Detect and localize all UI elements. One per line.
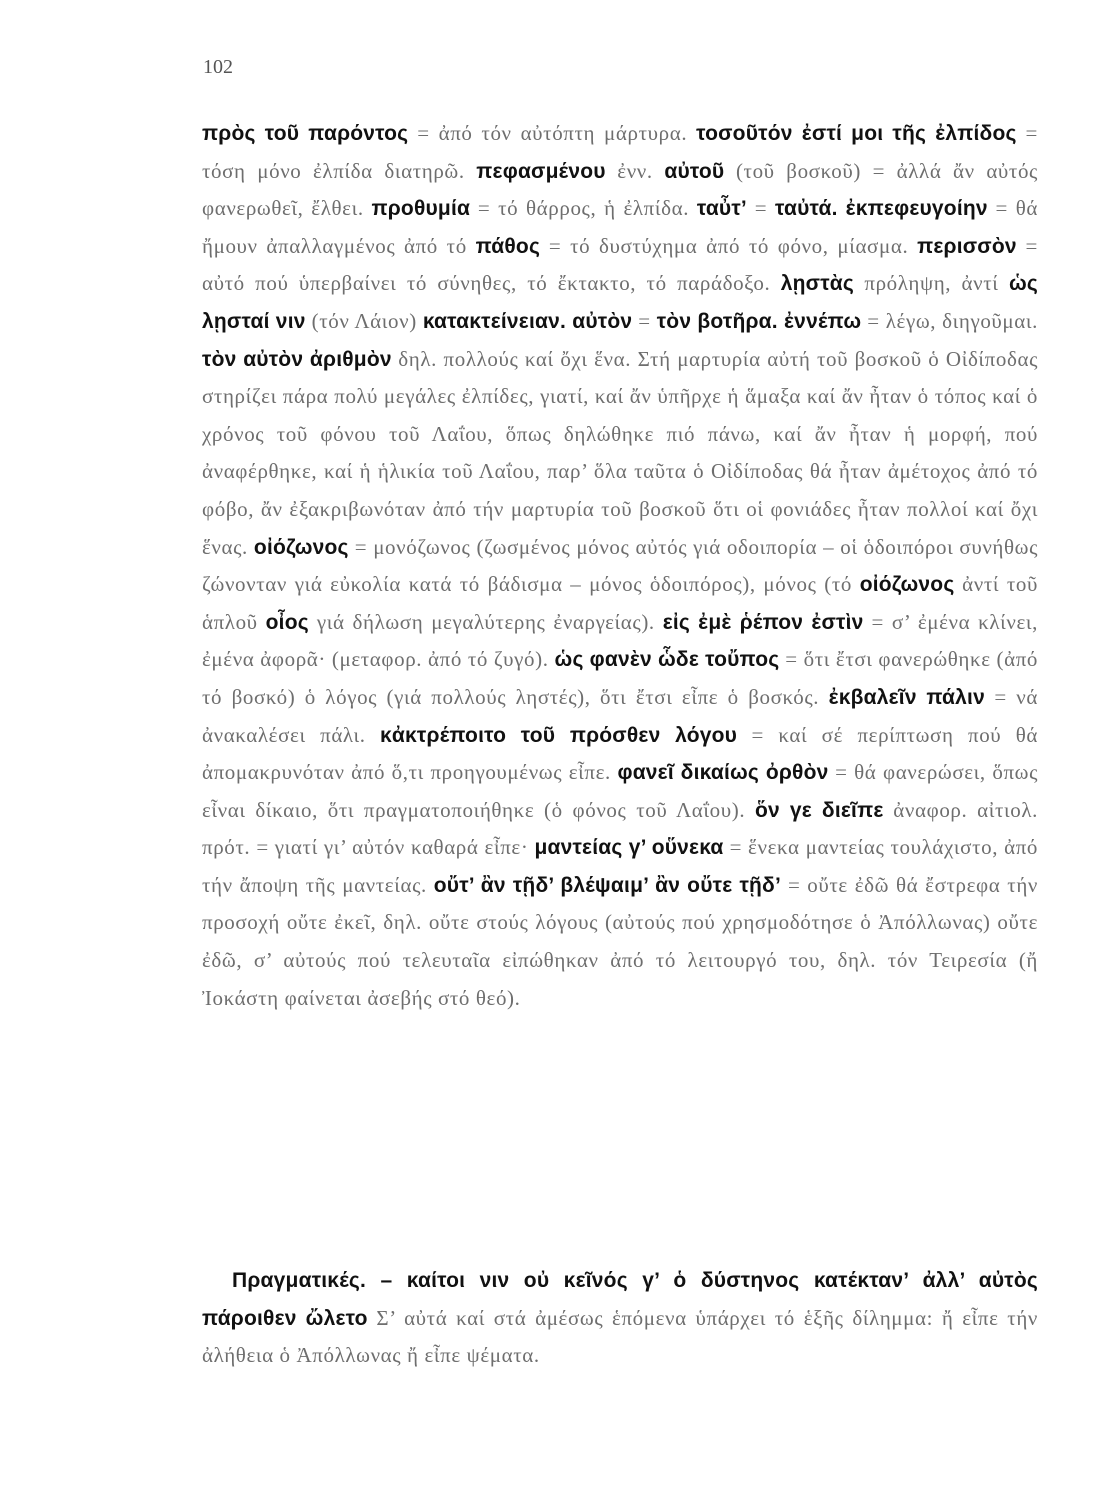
- gloss: = καί σέ περίπτωση πού θά ἀπομακρυνόταν ἀπό ὅ,τι προηγουμένως εἶπε.: [202, 722, 1038, 785]
- gloss: =: [746, 196, 775, 221]
- gloss: = οὔτε ἐδῶ θά ἔστρεφα τήν προσοχή οὔτε ἐκεῖ, δηλ. οὔτε στούς λόγους (αὐτούς πού χρησμοδότησε ὁ Ἀπόλλωνας) οὔτε ἐδῶ, σ’ αὐτούς πού τελευταῖα εἰπώθηκαν ἀπό τό λειτουργό του, δηλ. τόν Τειρεσία (ἤ Ἰοκάστη φαίνεται ἀσεβής στό θεό).: [202, 872, 1038, 1010]
- lemma: εἰς ἐμὲ ῥέπον ἐστὶν: [662, 610, 864, 634]
- gloss: ἀντί τοῦ ἁπλοῦ: [202, 572, 1039, 634]
- gloss: = ὅτι ἔτσι φανερώθηκε (ἀπό τό βοσκό) ὁ λόγος (γιά πολλούς ληστές), ὅτι ἔτσι εἶπε ὁ βοσκός.: [202, 647, 1039, 709]
- gloss: πρόληψη, ἀντί: [854, 271, 1009, 296]
- gloss: γιά δήλωση μεγαλύτερης ἐναργείας).: [308, 609, 663, 634]
- gloss: δηλ. πολλούς καί ὄχι ἕνα. Στή μαρτυρία αὐτή τοῦ βοσκοῦ ὁ Οἰδίποδας στηρίζει πάρα πολύ μεγάλες ἐλπίδες, γιατί, καί ἄν ὑπῆρχε ἡ ἅμαξα καί ἄν ἦταν ὁ τόπος καί ὁ χρόνος τοῦ φόνου τοῦ Λαΐου, ὅπως δηλώθηκε πιό πάνω, καί ἄν ἦταν ἡ μορφή, πού ἀναφέρθηκε, καί ἡ ἡλικία τοῦ Λαΐου, παρ’ ὅλα ταῦτα ὁ Οἰδίποδας θά ἦταν ἀμέτοχος ἀπό τό φόβο, ἄν ἐξακριβωνόταν ἀπό τήν μαρτυρία τοῦ βοσκοῦ ὅτι οἱ φονιάδες ἦταν πολλοί καί ὄχι ἕνας.: [202, 346, 1038, 559]
- gloss: (τόν Λάιον): [305, 308, 423, 333]
- section-pragmatikes: [202, 1262, 1038, 1375]
- gloss: ἐνν.: [605, 158, 665, 183]
- gloss: = ἀπό τόν αὐτόπτη μάρτυρα.: [408, 121, 697, 145]
- lemma: προθυμία: [371, 197, 471, 221]
- lemma: περισσὸν: [917, 234, 1017, 258]
- lemma: οἶος: [265, 610, 309, 634]
- lemma: πρὸς τοῦ παρόντος: [202, 122, 409, 145]
- gloss: = αὐτό πού ὑπερβαίνει τό σύνηθες, τό ἔκτακτο, τό παράδοξο.: [202, 233, 1038, 296]
- lemma: αὐτοῦ: [664, 159, 725, 183]
- lemma: οἰόζωνος: [859, 573, 955, 597]
- lemma: κἀκτρέποιτο τοῦ πρόσθεν λόγου: [380, 723, 738, 747]
- lemma: κατακτείνειαν. αὐτὸν: [422, 309, 633, 333]
- lemma: ἐκβαλεῖν πάλιν: [828, 685, 985, 709]
- gloss: = τό θάρρος, ἡ ἐλπίδα.: [470, 196, 697, 221]
- gloss: = νά ἀνακαλέσει πάλι.: [202, 684, 1039, 747]
- lemma: τοσοῦτόν ἐστί μοι τῆς ἐλπίδος: [696, 122, 1017, 145]
- lemma: οὔτ’ ἂν τῇδ’ βλέψαιμ’ ἂν οὔτε τῇδ’: [433, 873, 782, 897]
- gloss: Σ’ αὐτά καί στά ἀμέσως ἑπόμενα ὑπάρχει τό ἑξῆς δίλημμα: ἤ εἶπε τήν ἀλήθεια ὁ Ἀπόλλωνας ἤ εἶπε ψέματα.: [202, 1305, 1038, 1368]
- lemma: λῃστὰς: [780, 272, 854, 296]
- gloss: ἀναφορ. αἰτιολ. πρότ. = γιατί γι’ αὐτόν καθαρά εἶπε·: [202, 797, 1039, 860]
- lemma: ταὐτά. ἐκπεφευγοίην: [774, 197, 988, 221]
- gloss: = μονόζωνος (ζωσμένος μόνος αὐτός γιά οδοιπορία – οἱ ὁδοιπόροι συνήθως ζώνονταν γιά εὐκολία κατά τό βάδισμα – μόνος ὁδοιπόρος), μόνος (τό: [202, 534, 1038, 597]
- commentary-text: [202, 115, 1038, 1017]
- lemma: ὡς λῃσταί νιν: [202, 272, 1038, 333]
- gloss: = τόση μόνο ἐλπίδα διατηρῶ.: [202, 121, 1039, 183]
- lemma: ταὖτ’: [696, 197, 747, 221]
- lemma: ὡς φανὲν ὧδε τοὔπος: [554, 648, 780, 672]
- lemma: πάθος: [475, 234, 541, 258]
- lemma: πεφασμένου: [476, 159, 606, 183]
- gloss: = θά φανερώσει, ὅπως εἶναι δίκαιο, ὅτι πραγματοποιήθηκε (ὁ φόνος τοῦ Λαΐου).: [202, 760, 1038, 822]
- gloss: = θά ἤμουν ἀπαλλαγμένος ἀπό τό: [202, 196, 1039, 258]
- gloss: (τοῦ βοσκοῦ) = ἀλλά ἄν αὐτός φανερωθεῖ, ἔλθει.: [202, 158, 1038, 221]
- gloss: = σ’ ἐμένα κλίνει, ἐμένα ἀφορᾶ· (μεταφορ. ἀπό τό ζυγό).: [202, 609, 1038, 672]
- gloss: =: [632, 308, 657, 333]
- lemma: μαντείας γ’ οὕνεκα: [534, 836, 724, 860]
- lemma: ὅν γε διεῖπε: [755, 798, 884, 822]
- gloss: = ἕνεκα μαντείας τουλάχιστο, ἀπό τήν ἄποψη τῆς μαντείας.: [202, 835, 1039, 897]
- gloss: = τό δυστύχημα ἀπό τό φόνο, μίασμα.: [540, 233, 918, 258]
- lemma: οἰόζωνος: [253, 535, 349, 559]
- lemma: τὸν αὐτὸν ἀριθμὸν: [202, 347, 392, 371]
- gloss: = λέγω, διηγοῦμαι.: [861, 308, 1038, 333]
- lemma: φανεῖ δικαίως ὀρθὸν: [617, 761, 829, 785]
- lemma: Πραγματικές. – καίτοι νιν οὐ κεῖνός γ’ ὁ δύστηνος κατέκταν’ ἀλλ’ αὐτὸς πάροιθεν ὤλετο: [202, 1269, 1038, 1330]
- lemma: τὸν βοτῆρα. ἐννέπω: [656, 309, 862, 333]
- page-number: 102: [203, 56, 233, 78]
